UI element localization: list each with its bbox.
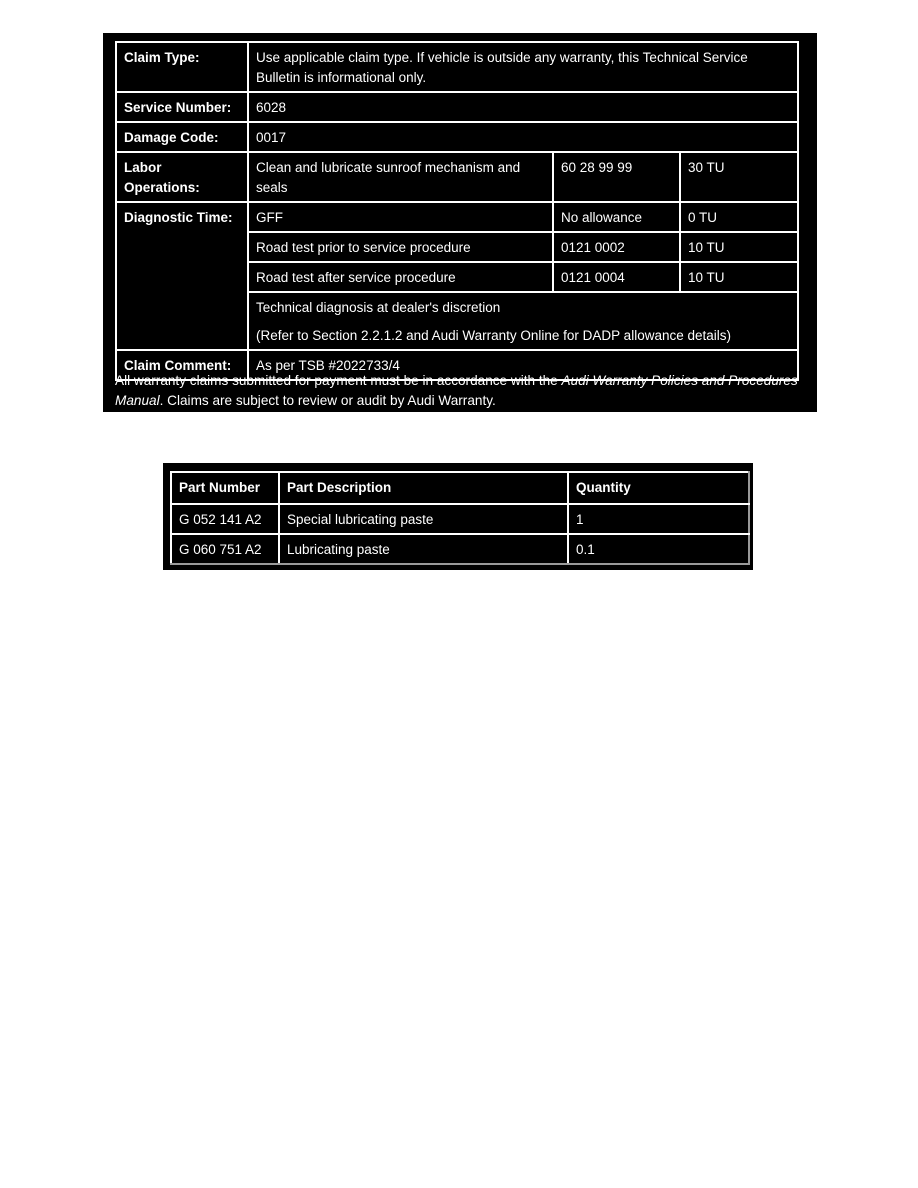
- labor-operations-time: 30 TU: [680, 152, 798, 202]
- service-number-label: Service Number:: [116, 92, 248, 122]
- service-number-value: 6028: [248, 92, 798, 122]
- claim-comment-value: As per TSB #2022733/4: [248, 350, 798, 380]
- part-quantity-cell: 1: [568, 504, 749, 534]
- damage-code-row: [116, 122, 798, 152]
- parts-table-row: [171, 534, 749, 564]
- claim-type-row: [116, 42, 798, 92]
- road-test-prior-code: 0121 0002: [553, 232, 680, 262]
- road-test-prior-description: Road test prior to service procedure: [248, 232, 553, 262]
- warranty-policy-note: [115, 371, 809, 411]
- claim-comment-label: Claim Comment:: [116, 350, 248, 380]
- parts-header-part-description: Part Description: [279, 472, 568, 504]
- technical-diagnosis-note-line1: Technical diagnosis at dealer's discretion: [256, 300, 501, 315]
- road-test-after-code: 0121 0004: [553, 262, 680, 292]
- service-number-row: [116, 92, 798, 122]
- damage-code-label: Damage Code:: [116, 122, 248, 152]
- part-description-cell: Lubricating paste: [279, 534, 568, 564]
- diagnostic-gff-time: 0 TU: [680, 202, 798, 232]
- parts-header-part-number: Part Number: [171, 472, 279, 504]
- diagnostic-gff-description: GFF: [248, 202, 553, 232]
- warranty-claim-table: [115, 41, 799, 381]
- technical-diagnosis-note-cell: [248, 292, 798, 350]
- road-test-prior-time: 10 TU: [680, 232, 798, 262]
- diagnostic-gff-code: No allowance: [553, 202, 680, 232]
- warranty-policy-note-manual-title: Audi Warranty Policies and Procedures Manual: [115, 373, 798, 408]
- technical-diagnosis-note-line2: (Refer to Section 2.2.1.2 and Audi Warranty Online for DADP allowance details): [256, 328, 731, 343]
- road-test-after-description: Road test after service procedure: [248, 262, 553, 292]
- parts-table-row: [171, 504, 749, 534]
- labor-operations-label: Labor Operations:: [116, 152, 248, 202]
- parts-table: [170, 471, 750, 565]
- part-number-cell: G 052 141 A2: [171, 504, 279, 534]
- diagnostic-time-row-gff: [116, 202, 798, 232]
- road-test-after-time: 10 TU: [680, 262, 798, 292]
- parts-panel: [163, 463, 753, 570]
- part-quantity-cell: 0.1: [568, 534, 749, 564]
- part-description-cell: Special lubricating paste: [279, 504, 568, 534]
- parts-table-header-row: [171, 472, 749, 504]
- labor-operations-code: 60 28 99 99: [553, 152, 680, 202]
- labor-operations-description: Clean and lubricate sunroof mechanism and seals: [248, 152, 553, 202]
- warranty-policy-note-start: All warranty claims submitted for payment must be in accordance with the: [115, 373, 562, 388]
- claim-type-label: Claim Type:: [116, 42, 248, 92]
- labor-operations-row: [116, 152, 798, 202]
- parts-header-quantity: Quantity: [568, 472, 749, 504]
- diagnostic-time-label: Diagnostic Time:: [116, 202, 248, 350]
- warranty-policy-note-end: . Claims are subject to review or audit by Audi Warranty.: [159, 393, 496, 408]
- warranty-claim-panel: [103, 33, 817, 412]
- claim-type-value: Use applicable claim type. If vehicle is outside any warranty, this Technical Service Bulletin is informational only.: [248, 42, 798, 92]
- part-number-cell: G 060 751 A2: [171, 534, 279, 564]
- damage-code-value: 0017: [248, 122, 798, 152]
